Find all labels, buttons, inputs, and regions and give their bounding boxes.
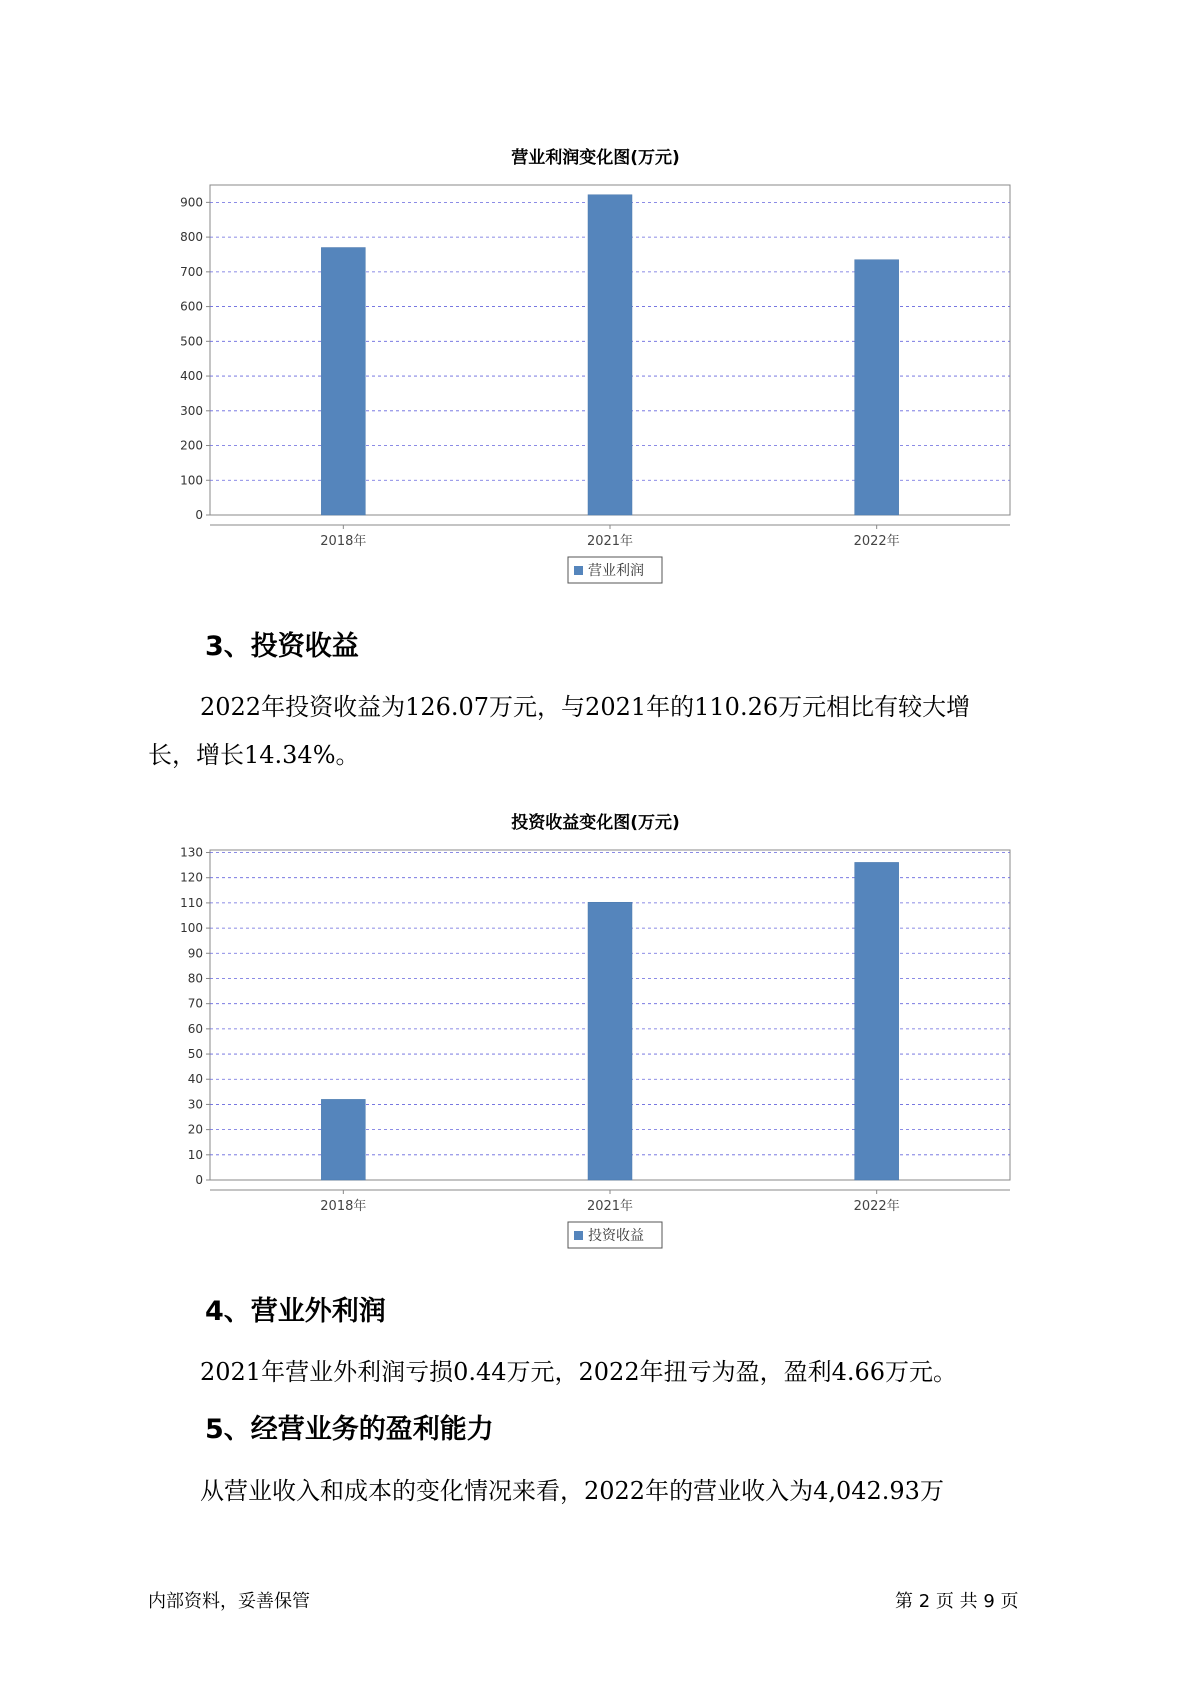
section5-heading: 5、经营业务的盈利能力 bbox=[205, 1414, 494, 1445]
footer-confidential-note: 内部资料，妥善保管 bbox=[148, 1591, 310, 1612]
chart2-xtick-label: 2018年 bbox=[320, 1199, 367, 1214]
chart2-bar-2 bbox=[855, 862, 899, 1180]
section3-heading: 3、投资收益 bbox=[205, 631, 359, 662]
section4-heading: 4、营业外利润 bbox=[205, 1296, 386, 1327]
chart1-ytick-label: 700 bbox=[180, 264, 203, 279]
chart2-bar-1 bbox=[588, 902, 632, 1180]
chart1-ytick-label: 800 bbox=[180, 230, 203, 245]
chart2-legend-swatch bbox=[574, 1231, 583, 1240]
footer-page-number: 第 2 页 共 9 页 bbox=[895, 1591, 1019, 1612]
chart2-xtick-label: 2021年 bbox=[586, 1199, 634, 1214]
chart1-legend-label: 营业利润 bbox=[588, 563, 644, 579]
chart1 bbox=[150, 175, 1040, 595]
chart1-ytick-label: 200 bbox=[180, 438, 203, 453]
chart2 bbox=[150, 840, 1040, 1260]
chart1-ytick-label: 600 bbox=[180, 299, 203, 314]
chart1-ytick-label: 400 bbox=[180, 369, 203, 384]
chart1-bar-1 bbox=[588, 195, 632, 515]
chart1-ytick-label: 900 bbox=[180, 195, 203, 210]
section5-line1: 从营业收入和成本的变化情况来看，2022年的营业收入为4,042.93万 bbox=[200, 1477, 944, 1505]
chart2-ytick-label: 90 bbox=[187, 946, 203, 961]
chart2-ytick-label: 120 bbox=[180, 870, 203, 885]
section3-paragraph bbox=[148, 683, 1048, 779]
chart2-ytick-label: 50 bbox=[187, 1047, 203, 1062]
chart2-xtick-label: 2022年 bbox=[853, 1199, 900, 1214]
chart2-bar-0 bbox=[321, 1099, 365, 1180]
chart1-xtick-label: 2021年 bbox=[586, 534, 634, 549]
chart1-ytick-label: 0 bbox=[195, 508, 203, 522]
chart2-ytick-label: 100 bbox=[180, 921, 203, 936]
chart1-xtick-label: 2018年 bbox=[320, 534, 367, 549]
chart2-ytick-label: 30 bbox=[187, 1097, 203, 1112]
chart2-ytick-label: 60 bbox=[187, 1021, 203, 1036]
chart1-legend-swatch bbox=[574, 566, 583, 575]
section4-line1: 2021年营业外利润亏损0.44万元，2022年扭亏为盈，盈利4.66万元。 bbox=[200, 1358, 958, 1386]
chart2-legend-label: 投资收益 bbox=[588, 1228, 644, 1244]
chart2-title: 投资收益变化图(万元) bbox=[511, 813, 680, 833]
chart1-ytick-label: 100 bbox=[180, 473, 203, 488]
chart1-xtick-label: 2022年 bbox=[853, 534, 900, 549]
chart2-ytick-label: 0 bbox=[195, 1173, 203, 1187]
section3-line2: 长，增长14.34%。 bbox=[148, 741, 360, 769]
section4-paragraph bbox=[148, 1348, 1048, 1396]
chart1-bar-2 bbox=[855, 260, 899, 515]
chart1-ytick-label: 300 bbox=[180, 403, 203, 418]
section3-line1: 2022年投资收益为126.07万元，与2021年的110.26万元相比有较大增 bbox=[200, 693, 971, 721]
chart1-title: 营业利润变化图(万元) bbox=[511, 148, 680, 168]
chart1-bar-0 bbox=[321, 248, 365, 515]
chart2-ytick-label: 110 bbox=[180, 895, 203, 910]
chart2-ytick-label: 130 bbox=[180, 845, 203, 860]
chart2-ytick-label: 20 bbox=[187, 1122, 203, 1137]
chart1-ytick-label: 500 bbox=[180, 334, 203, 349]
chart2-ytick-label: 40 bbox=[187, 1072, 203, 1087]
chart2-ytick-label: 80 bbox=[187, 971, 203, 986]
chart2-ytick-label: 70 bbox=[187, 996, 203, 1011]
chart2-ytick-label: 10 bbox=[187, 1147, 203, 1162]
section5-paragraph bbox=[148, 1467, 1048, 1515]
